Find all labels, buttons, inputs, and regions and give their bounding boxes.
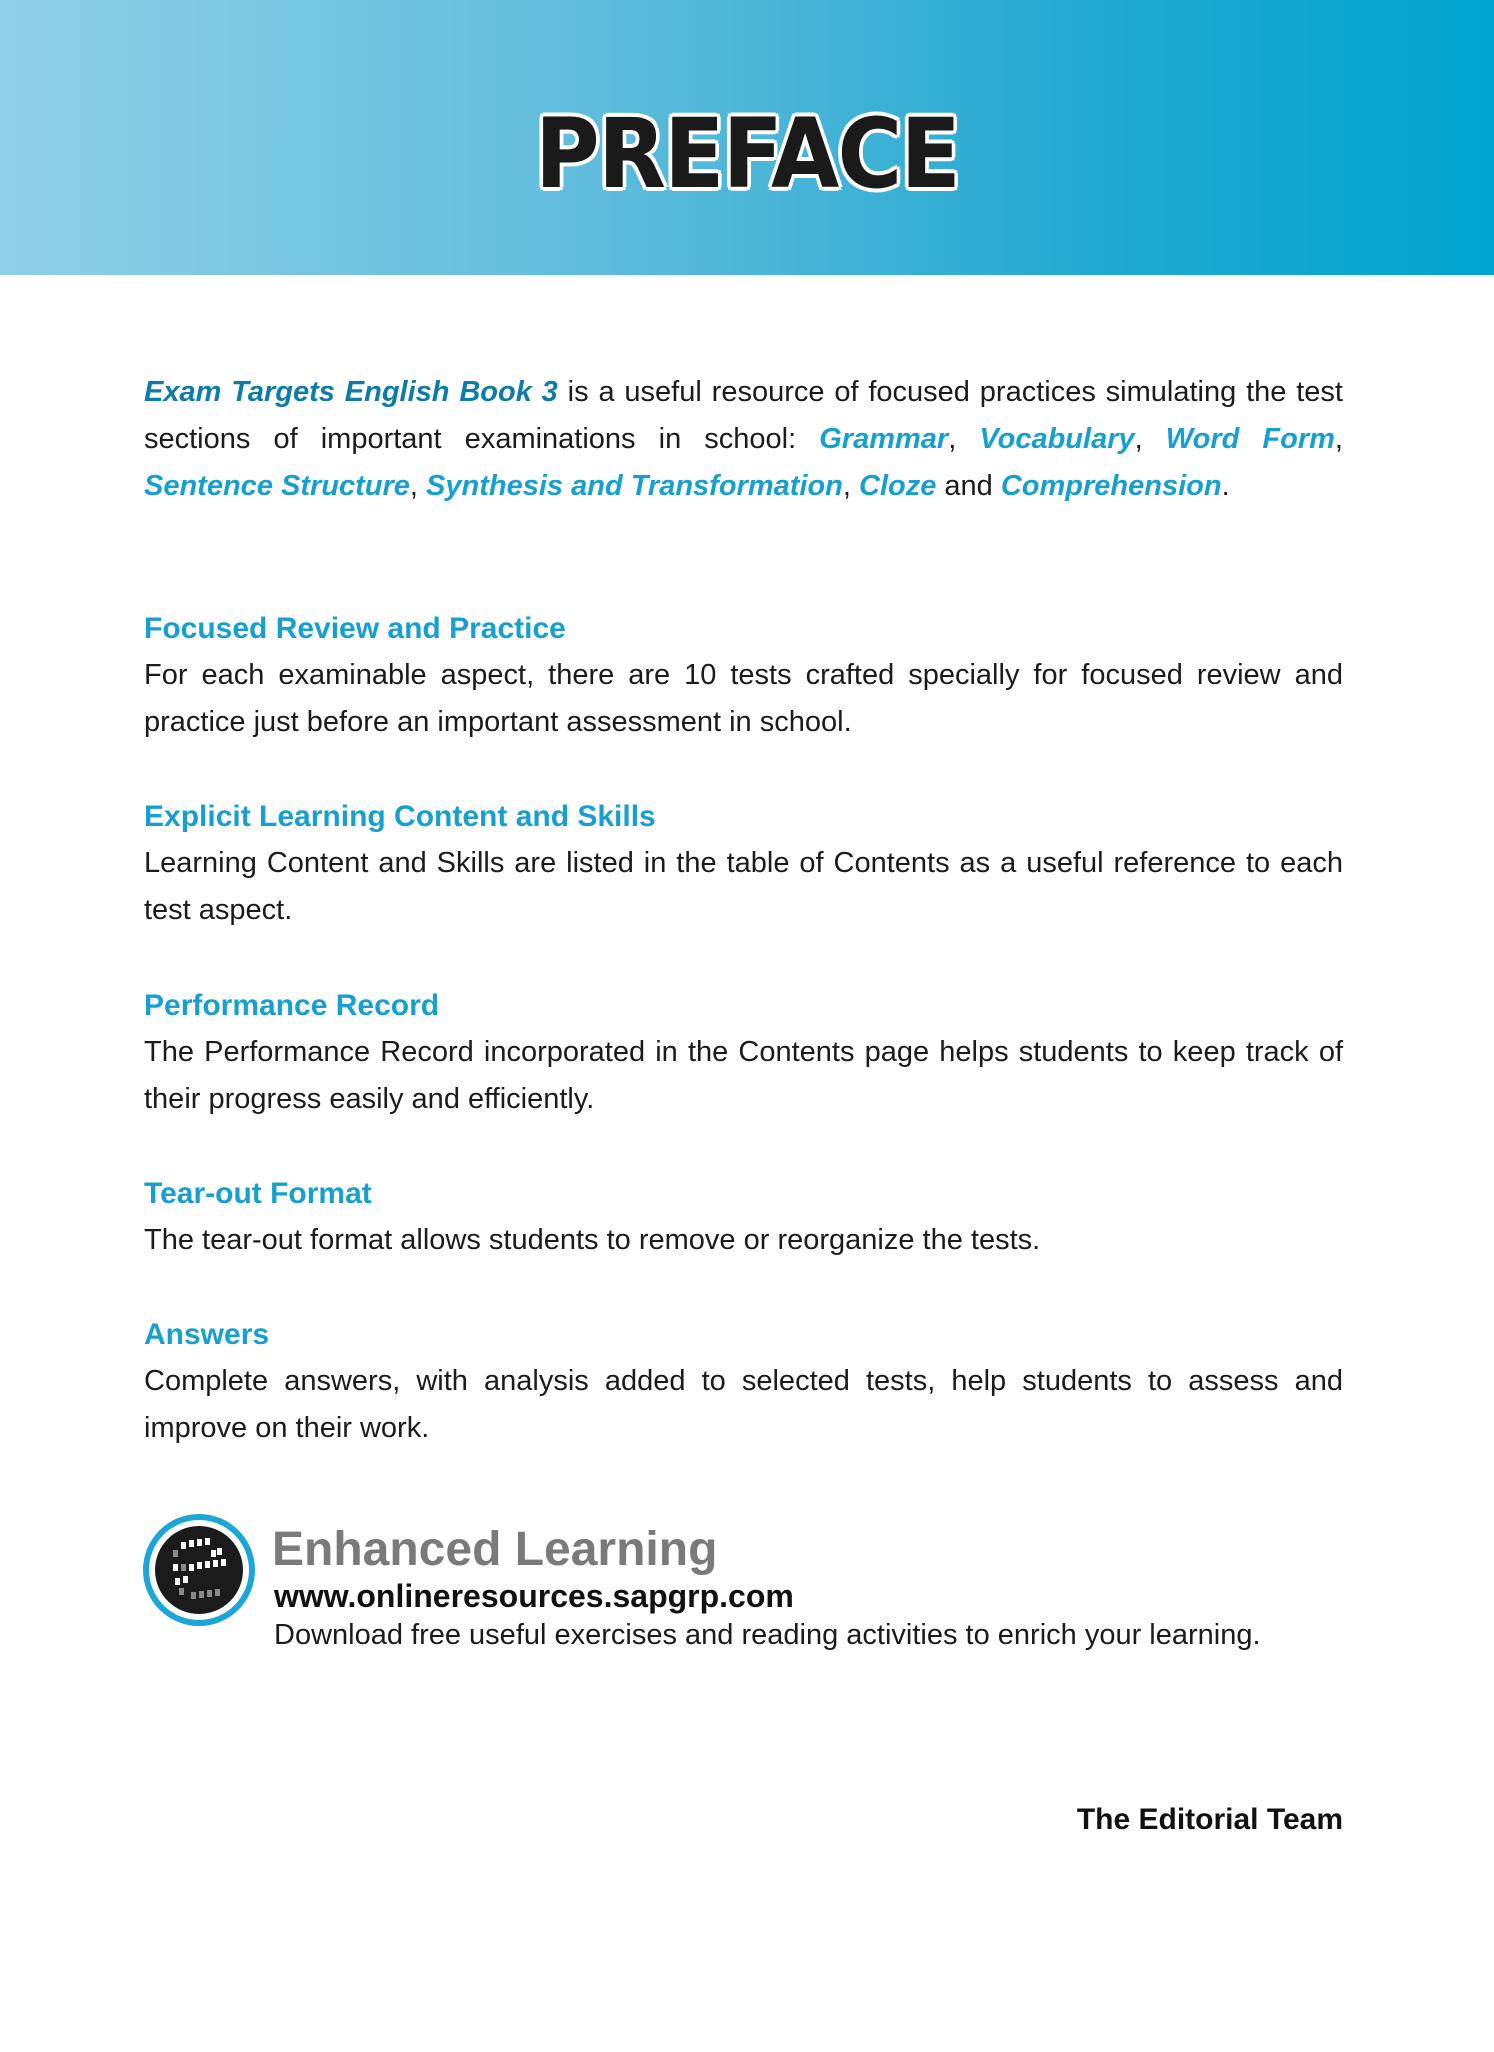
intro-text: is a useful resource of focused practices simulating the test sections of important examinations in school: bbox=[144, 376, 1343, 455]
feature-heading: Explicit Learning Content and Skills bbox=[144, 800, 656, 833]
section-comprehension: Comprehension bbox=[1000, 470, 1222, 502]
feature-body: The tear-out format allows students to remove or reorganize the tests. bbox=[144, 1224, 1041, 1256]
enhanced-learning-title: Enhanced Learning bbox=[272, 1523, 718, 1576]
feature-heading: Focused Review and Practice bbox=[144, 612, 566, 645]
signature: The Editorial Team bbox=[1076, 1803, 1343, 1836]
period: . bbox=[1221, 470, 1230, 502]
section-vocabulary: Vocabulary bbox=[979, 423, 1135, 455]
section-cloze: Cloze bbox=[859, 470, 937, 502]
feature-body: The Performance Record incorporated in the Contents page helps students to keep track of their progress easily and efficiently. bbox=[144, 1036, 1343, 1115]
feature-body: For each examinable aspect, there are 10 tests crafted specially for focused review and practice just before an important assessment in school. bbox=[144, 659, 1343, 738]
feature-heading: Tear-out Format bbox=[144, 1177, 372, 1210]
feature-heading: Performance Record bbox=[144, 989, 440, 1022]
separator: , bbox=[948, 423, 980, 455]
intro-paragraph bbox=[144, 369, 1343, 510]
separator: , bbox=[842, 470, 860, 502]
separator: , bbox=[1334, 423, 1343, 455]
separator: , bbox=[409, 470, 427, 502]
section-word-form: Word Form bbox=[1165, 423, 1335, 455]
enhanced-learning-logo-icon bbox=[143, 1514, 255, 1626]
feature-body: Complete answers, with analysis added to selected tests, help students to assess and improve on their work. bbox=[144, 1365, 1343, 1444]
feature-heading: Answers bbox=[144, 1318, 270, 1351]
section-grammar: Grammar bbox=[819, 423, 949, 455]
book-title: Exam Targets English Book 3 bbox=[144, 376, 558, 408]
section-synthesis: Synthesis and Transformation bbox=[426, 470, 843, 502]
feature-body: Learning Content and Skills are listed in the table of Contents as a useful reference to each test aspect. bbox=[144, 847, 1343, 926]
conjunction: and bbox=[936, 470, 1001, 502]
enhanced-learning-description: Download free useful exercises and reading activities to enrich your learning. bbox=[274, 1619, 1261, 1651]
resources-link[interactable]: www.onlineresources.sapgrp.com bbox=[274, 1578, 794, 1614]
header-banner bbox=[0, 0, 1494, 275]
page-title: PREFACE bbox=[535, 98, 959, 210]
section-sentence-structure: Sentence Structure bbox=[144, 470, 410, 502]
separator: , bbox=[1134, 423, 1166, 455]
